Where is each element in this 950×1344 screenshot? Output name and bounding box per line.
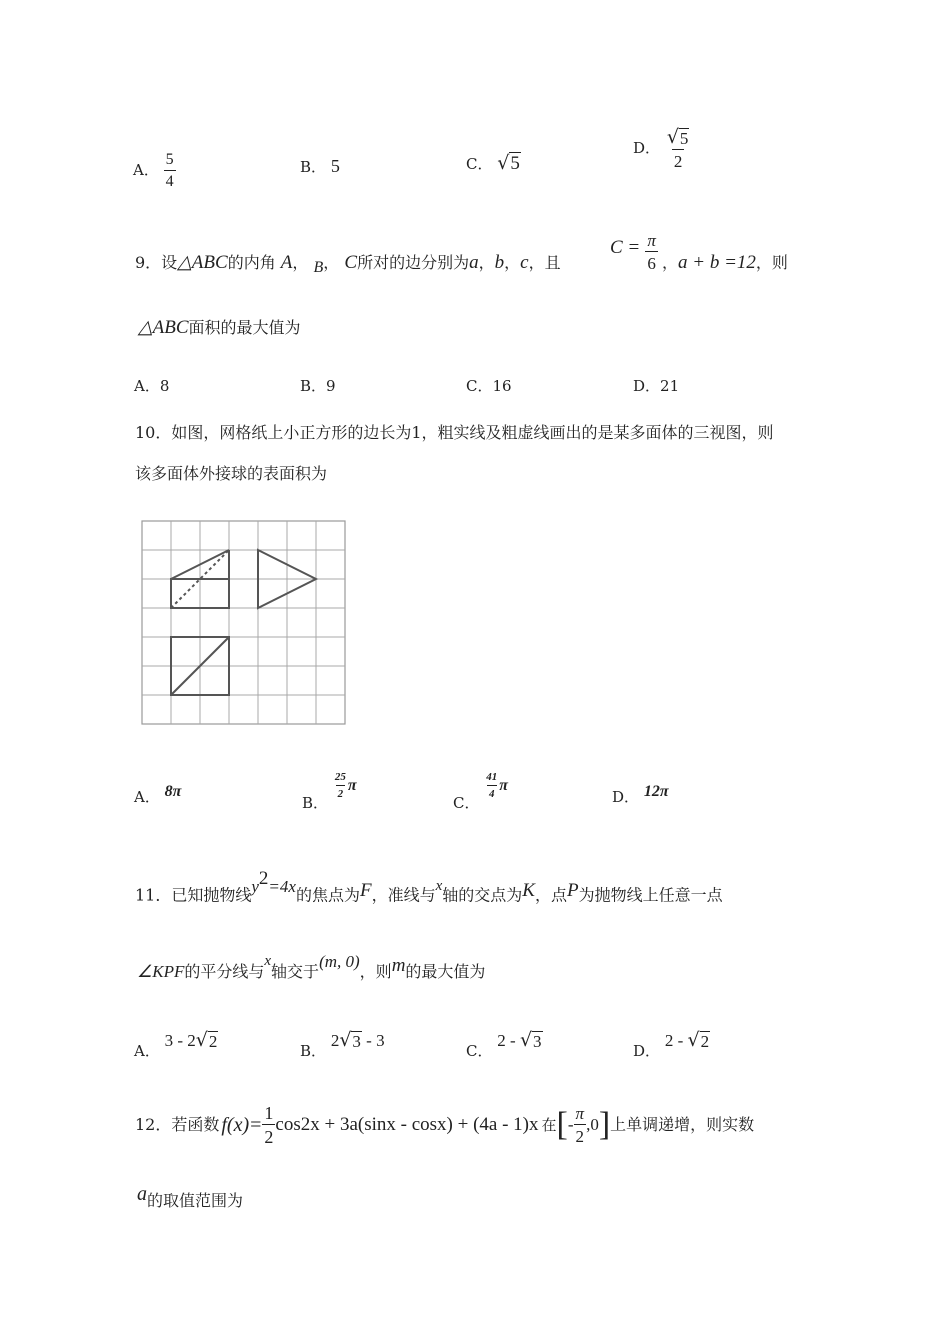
var-B: B [313,259,324,276]
stem-text: ，且 [528,253,561,272]
pi-symbol: π [499,777,508,794]
point-m-0: (m, 0) [319,952,360,971]
fraction-denominator: 2 [672,149,685,170]
var-x: x [264,953,272,969]
parabola-equation: =4x [268,877,296,897]
stem-text: ，点 [534,885,567,905]
var-a: a [469,252,479,273]
fraction-numerator [665,128,692,149]
comma: ， [662,253,679,272]
q11-option-c [466,1029,543,1060]
var-P: P [566,880,579,902]
fraction-numerator: π [575,1104,585,1123]
radicand: 5 [679,129,689,148]
fraction-one-half [262,1104,275,1146]
option-expr-part: 2 - [664,1031,688,1050]
q10-option-c [453,771,508,812]
radicand: 2 [700,1032,710,1051]
option-label: B． [300,1042,327,1060]
var-b: b [494,252,505,273]
question-number: 11．已知抛物线 [135,885,252,905]
fraction [164,152,176,190]
option-value: 12π [643,783,669,800]
fraction-denominator: 6 [645,251,658,272]
stem-text: 的内角 [227,253,276,272]
stem-text: ，准线与 [371,885,436,905]
sum-expression: a + b =12 [678,252,756,273]
fraction-denominator: 2 [336,785,346,800]
function-fx: f(x) [221,1113,250,1136]
sqrt-expression [196,1031,219,1050]
var-x: x [435,878,443,895]
option-label: A． [134,788,160,806]
q9-option-a: A．8 [134,377,170,395]
q8-option-d [633,128,691,170]
c-equals: C = [610,236,641,258]
stem-text: 轴的交点为 [442,885,523,905]
radical-sign: √ [497,152,510,174]
radicand: 3 [352,1032,361,1051]
fraction-denominator: 4 [164,170,176,190]
radical-sign: √ [687,1029,700,1051]
q9-option-c: C．16 [466,377,512,395]
var-y: y [251,877,259,897]
option-label: A． [133,161,159,179]
question-number: 9．设 [135,253,178,272]
option-label: D． [633,1042,661,1060]
stem-text: 的取值范围为 [147,1191,244,1210]
fraction-numerator: 1 [264,1103,274,1123]
fraction-numerator: 41 [486,771,498,783]
sqrt-expression [687,1031,710,1050]
var-a: a [137,1183,147,1205]
right-bracket: ] [598,1106,611,1143]
left-bracket: [ [556,1106,568,1143]
q12-stem-line2 [137,1183,244,1210]
equals-sign: = [250,1113,262,1136]
option-label: B． [300,158,327,176]
fraction [333,772,348,800]
fraction-numerator: 25 [334,771,346,783]
option-label: B． [302,794,329,812]
q11-stem-line1 [135,868,723,905]
option-expr-part: - 3 [361,1031,385,1050]
fraction-denominator: 2 [262,1124,275,1146]
sqrt-expression [339,1031,362,1050]
comma: ， [504,253,521,272]
stem-text: 的焦点为 [295,885,360,905]
stem-text: 在 [541,1115,557,1134]
stem-text: 面积的最大值为 [188,318,301,337]
comma: ， [323,253,340,272]
q10-option-d [612,783,669,807]
option-label: D． [612,788,640,806]
var-F: F [359,880,372,902]
q10-stem-line2: 该多面体外接球的表面积为 [135,464,328,483]
triangle-abc: △ABC [138,317,189,338]
fraction [484,772,499,800]
stem-text: 的最大值为 [405,962,486,981]
q9-sum-expr [662,253,788,272]
interval-end: ,0 [586,1115,599,1134]
q8-option-b [300,156,340,177]
var-m: m [391,955,406,976]
var-C: C [344,252,358,273]
q8-option-c [466,152,521,174]
var-K: K [522,880,535,902]
angle-kpf: ∠KPF [137,962,185,981]
fraction-denominator: 2 [574,1124,587,1145]
option-label: A． [134,1042,160,1060]
radicand: 2 [208,1032,218,1051]
q9-option-b: B．9 [300,377,336,395]
minus-sign: - [567,1115,574,1134]
option-label: C． [466,155,493,173]
q11-option-d [633,1029,710,1060]
var-c: c [520,252,529,273]
fraction [665,128,692,170]
stem-text: ，则 [359,962,392,981]
three-view-grid-figure [140,519,352,727]
q10-option-a [134,783,182,807]
question-number: 12．若函数 [135,1115,220,1134]
radical-sign: √ [666,126,679,148]
q11-stem-line2 [137,952,486,981]
radicand: 3 [533,1032,542,1051]
pi-symbol: π [347,777,357,794]
radical-sign: √ [519,1029,533,1051]
stem-text: 为抛物线上任意一点 [578,885,723,905]
q11-option-b [300,1029,385,1060]
fraction-denominator: 4 [487,785,497,800]
q9-stem-line2 [138,318,301,337]
option-expr-part: 2 - [497,1031,520,1050]
option-label: C． [466,1042,493,1060]
option-label: D． [633,139,661,157]
stem-text: 所对的边分别为 [357,253,470,272]
fraction-pi-over-2 [574,1105,587,1145]
sqrt-expression [497,152,521,173]
var-A: A [280,252,293,273]
fraction-pi-over-6 [645,232,658,272]
stem-text: 轴交于 [271,962,320,981]
q9-stem-line1 [135,252,561,276]
q9-option-d: D．21 [633,377,680,395]
q9-angle-c-expr [610,232,658,272]
fraction-numerator: π [647,231,656,250]
stem-text: 的平分线与 [184,962,265,981]
option-expr-part: 3 - 2 [164,1031,196,1050]
triangle-abc: △ABC [177,252,228,273]
radicand: 5 [510,153,520,174]
function-expression: cos2x + 3a(sinx - cosx) + (4a - 1)x [275,1114,539,1135]
stem-text: ，则 [755,253,788,272]
radical-sign: √ [195,1029,208,1051]
comma: ， [478,253,495,272]
q11-option-a [134,1029,218,1060]
comma: ， [292,253,309,272]
option-expr-part: 2 [330,1031,340,1050]
exponent: 2 [258,868,269,889]
q10-stem-line1: 10．如图，网格纸上小正方形的边长为1，粗实线及粗虚线画出的是某多面体的三视图，则 [135,423,774,442]
option-label: C． [453,794,480,812]
sqrt-expression [520,1031,543,1050]
option-value: 5 [330,156,340,176]
q8-option-a [133,152,176,190]
q10-option-b [302,771,357,812]
fraction-numerator: 5 [165,151,174,168]
stem-text: 上单调递增，则实数 [610,1115,755,1134]
radical-sign: √ [339,1029,352,1051]
option-value: 8π [164,783,182,800]
q12-stem-line1 [135,1104,754,1146]
